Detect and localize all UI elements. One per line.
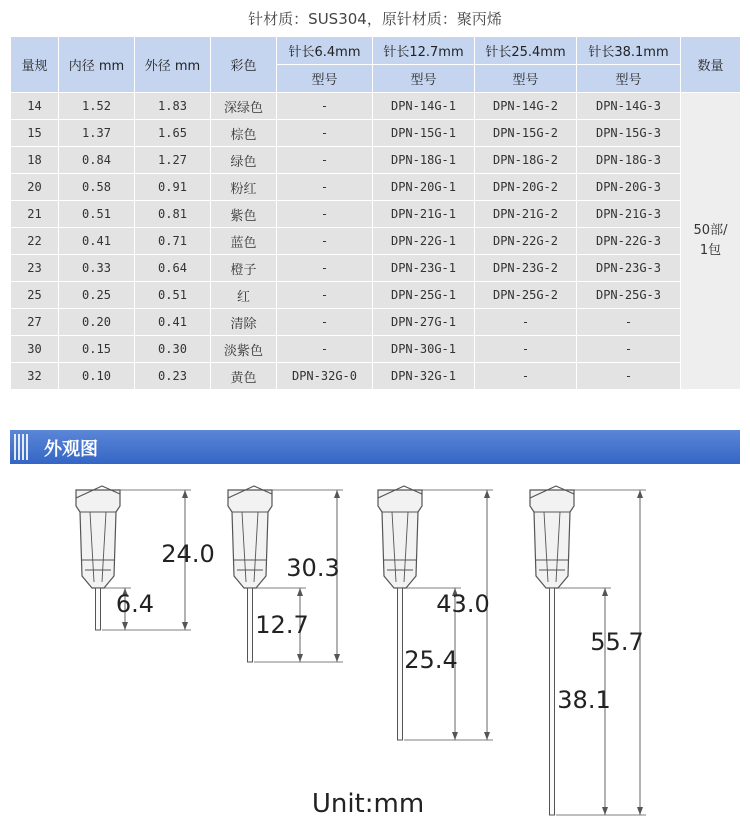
model-25-4-cell: DPN-23G-2 bbox=[475, 255, 577, 282]
unit-label: Unit:mm bbox=[311, 789, 425, 819]
model-25-4-cell: DPN-15G-2 bbox=[475, 120, 577, 147]
table-row bbox=[11, 174, 741, 201]
model-6-4-cell: - bbox=[277, 147, 373, 174]
model-38-1-cell: DPN-14G-3 bbox=[577, 93, 681, 120]
model-38-1-cell: DPN-20G-3 bbox=[577, 174, 681, 201]
inner-diameter-cell: 0.33 bbox=[59, 255, 135, 282]
header-inner-diameter: 内径 mm bbox=[59, 37, 135, 93]
needle-shaft bbox=[248, 588, 253, 662]
outer-diameter-cell: 0.81 bbox=[135, 201, 211, 228]
model-38-1-cell: DPN-15G-3 bbox=[577, 120, 681, 147]
color-cell: 粉红 bbox=[211, 174, 277, 201]
arrow-head bbox=[122, 622, 128, 630]
color-cell: 橙子 bbox=[211, 255, 277, 282]
model-25-4-cell: DPN-21G-2 bbox=[475, 201, 577, 228]
color-cell: 蓝色 bbox=[211, 228, 277, 255]
model-6-4-cell: - bbox=[277, 309, 373, 336]
needle-hub bbox=[76, 490, 120, 588]
inner-diameter-cell: 0.20 bbox=[59, 309, 135, 336]
appearance-diagram bbox=[0, 470, 750, 836]
model-12-7-cell: DPN-21G-1 bbox=[373, 201, 475, 228]
model-38-1-cell: DPN-18G-3 bbox=[577, 147, 681, 174]
model-12-7-cell: DPN-14G-1 bbox=[373, 93, 475, 120]
table-row bbox=[11, 228, 741, 255]
arrow-head bbox=[484, 732, 490, 740]
header-quantity: 数量 bbox=[681, 37, 741, 93]
inner-diameter-cell: 0.15 bbox=[59, 336, 135, 363]
header-length-6-4: 针长6.4mm bbox=[277, 37, 373, 65]
model-6-4-cell: - bbox=[277, 228, 373, 255]
header-model: 型号 bbox=[475, 65, 577, 93]
outer-diameter-cell: 1.65 bbox=[135, 120, 211, 147]
arrow-head bbox=[182, 622, 188, 630]
table-row bbox=[11, 336, 741, 363]
needle-hub bbox=[530, 490, 574, 588]
arrow-head bbox=[602, 588, 608, 596]
model-25-4-cell: DPN-14G-2 bbox=[475, 93, 577, 120]
model-6-4-cell: - bbox=[277, 120, 373, 147]
header-gauge: 量规 bbox=[11, 37, 59, 93]
table-row bbox=[11, 147, 741, 174]
needle-hub bbox=[228, 490, 272, 588]
model-38-1-cell: DPN-25G-3 bbox=[577, 282, 681, 309]
arrow-head bbox=[602, 807, 608, 815]
model-6-4-cell: - bbox=[277, 201, 373, 228]
inner-diameter-cell: 0.41 bbox=[59, 228, 135, 255]
gauge-cell: 18 bbox=[11, 147, 59, 174]
inner-diameter-cell: 1.37 bbox=[59, 120, 135, 147]
header-outer-diameter: 外径 mm bbox=[135, 37, 211, 93]
inner-diameter-cell: 1.52 bbox=[59, 93, 135, 120]
model-25-4-cell: DPN-22G-2 bbox=[475, 228, 577, 255]
model-6-4-cell: DPN-32G-0 bbox=[277, 363, 373, 390]
table-row bbox=[11, 309, 741, 336]
table-row bbox=[11, 201, 741, 228]
total-length-label: 24.0 bbox=[161, 540, 215, 568]
model-25-4-cell: DPN-25G-2 bbox=[475, 282, 577, 309]
header-length-25-4: 针长25.4mm bbox=[475, 37, 577, 65]
model-12-7-cell: DPN-18G-1 bbox=[373, 147, 475, 174]
gauge-cell: 30 bbox=[11, 336, 59, 363]
header-row-1 bbox=[11, 37, 741, 65]
model-12-7-cell: DPN-25G-1 bbox=[373, 282, 475, 309]
color-cell: 绿色 bbox=[211, 147, 277, 174]
header-color: 彩色 bbox=[211, 37, 277, 93]
color-cell: 红 bbox=[211, 282, 277, 309]
model-38-1-cell: - bbox=[577, 336, 681, 363]
model-38-1-cell: - bbox=[577, 309, 681, 336]
arrow-head bbox=[297, 654, 303, 662]
quantity-cell: 50部/ 1包 bbox=[681, 93, 741, 390]
color-cell: 清除 bbox=[211, 309, 277, 336]
model-25-4-cell: - bbox=[475, 336, 577, 363]
model-12-7-cell: DPN-22G-1 bbox=[373, 228, 475, 255]
outer-diameter-cell: 0.23 bbox=[135, 363, 211, 390]
model-6-4-cell: - bbox=[277, 93, 373, 120]
model-6-4-cell: - bbox=[277, 174, 373, 201]
table-row bbox=[11, 363, 741, 390]
model-12-7-cell: DPN-23G-1 bbox=[373, 255, 475, 282]
outer-diameter-cell: 0.41 bbox=[135, 309, 211, 336]
model-6-4-cell: - bbox=[277, 255, 373, 282]
color-cell: 深绿色 bbox=[211, 93, 277, 120]
needle-shaft bbox=[398, 588, 403, 740]
model-25-4-cell: - bbox=[475, 363, 577, 390]
inner-diameter-cell: 0.51 bbox=[59, 201, 135, 228]
gauge-cell: 14 bbox=[11, 93, 59, 120]
gauge-cell: 20 bbox=[11, 174, 59, 201]
gauge-cell: 22 bbox=[11, 228, 59, 255]
needle-length-label: 38.1 bbox=[557, 686, 611, 714]
gauge-cell: 23 bbox=[11, 255, 59, 282]
inner-diameter-cell: 0.25 bbox=[59, 282, 135, 309]
model-38-1-cell: - bbox=[577, 363, 681, 390]
color-cell: 淡紫色 bbox=[211, 336, 277, 363]
model-12-7-cell: DPN-20G-1 bbox=[373, 174, 475, 201]
model-38-1-cell: DPN-22G-3 bbox=[577, 228, 681, 255]
outer-diameter-cell: 0.64 bbox=[135, 255, 211, 282]
model-12-7-cell: DPN-30G-1 bbox=[373, 336, 475, 363]
color-cell: 紫色 bbox=[211, 201, 277, 228]
header-model: 型号 bbox=[577, 65, 681, 93]
section-title: 外观图 bbox=[44, 439, 98, 460]
outer-diameter-cell: 0.71 bbox=[135, 228, 211, 255]
model-12-7-cell: DPN-15G-1 bbox=[373, 120, 475, 147]
model-6-4-cell: - bbox=[277, 336, 373, 363]
outer-diameter-cell: 0.30 bbox=[135, 336, 211, 363]
color-cell: 棕色 bbox=[211, 120, 277, 147]
arrow-head bbox=[182, 490, 188, 498]
outer-diameter-cell: 0.51 bbox=[135, 282, 211, 309]
total-length-label: 55.7 bbox=[590, 628, 644, 656]
total-length-label: 43.0 bbox=[436, 590, 490, 618]
total-length-label: 30.3 bbox=[286, 554, 340, 582]
header-length-38-1: 针长38.1mm bbox=[577, 37, 681, 65]
gauge-cell: 27 bbox=[11, 309, 59, 336]
section-header bbox=[10, 430, 740, 464]
spec-table bbox=[10, 36, 741, 390]
model-25-4-cell: DPN-18G-2 bbox=[475, 147, 577, 174]
needle-length-label: 6.4 bbox=[115, 590, 155, 618]
gauge-cell: 32 bbox=[11, 363, 59, 390]
inner-diameter-cell: 0.10 bbox=[59, 363, 135, 390]
model-12-7-cell: DPN-27G-1 bbox=[373, 309, 475, 336]
arrow-head bbox=[637, 490, 643, 498]
arrow-head bbox=[452, 732, 458, 740]
header-model: 型号 bbox=[373, 65, 475, 93]
model-6-4-cell: - bbox=[277, 282, 373, 309]
arrow-head bbox=[297, 588, 303, 596]
model-38-1-cell: DPN-21G-3 bbox=[577, 201, 681, 228]
needle-length-label: 12.7 bbox=[255, 611, 309, 639]
arrow-head bbox=[334, 654, 340, 662]
arrow-head bbox=[334, 490, 340, 498]
stripes-decoration bbox=[14, 434, 30, 460]
header-model: 型号 bbox=[277, 65, 373, 93]
gauge-cell: 25 bbox=[11, 282, 59, 309]
color-cell: 黄色 bbox=[211, 363, 277, 390]
needle-shaft bbox=[550, 588, 555, 815]
model-12-7-cell: DPN-32G-1 bbox=[373, 363, 475, 390]
model-25-4-cell: DPN-20G-2 bbox=[475, 174, 577, 201]
inner-diameter-cell: 0.58 bbox=[59, 174, 135, 201]
model-38-1-cell: DPN-23G-3 bbox=[577, 255, 681, 282]
model-25-4-cell: - bbox=[475, 309, 577, 336]
needle-length-label: 25.4 bbox=[404, 646, 458, 674]
inner-diameter-cell: 0.84 bbox=[59, 147, 135, 174]
outer-diameter-cell: 1.27 bbox=[135, 147, 211, 174]
table-body bbox=[11, 93, 741, 390]
arrow-head bbox=[484, 490, 490, 498]
gauge-cell: 15 bbox=[11, 120, 59, 147]
arrow-head bbox=[637, 807, 643, 815]
needle-shaft bbox=[96, 588, 101, 630]
material-caption: 针材质：SUS304，原针材质：聚丙烯 bbox=[248, 10, 502, 28]
outer-diameter-cell: 1.83 bbox=[135, 93, 211, 120]
gauge-cell: 21 bbox=[11, 201, 59, 228]
header-length-12-7: 针长12.7mm bbox=[373, 37, 475, 65]
table-row bbox=[11, 282, 741, 309]
needle-hub bbox=[378, 490, 422, 588]
table-row bbox=[11, 120, 741, 147]
table-row bbox=[11, 255, 741, 282]
outer-diameter-cell: 0.91 bbox=[135, 174, 211, 201]
table-row bbox=[11, 93, 741, 120]
